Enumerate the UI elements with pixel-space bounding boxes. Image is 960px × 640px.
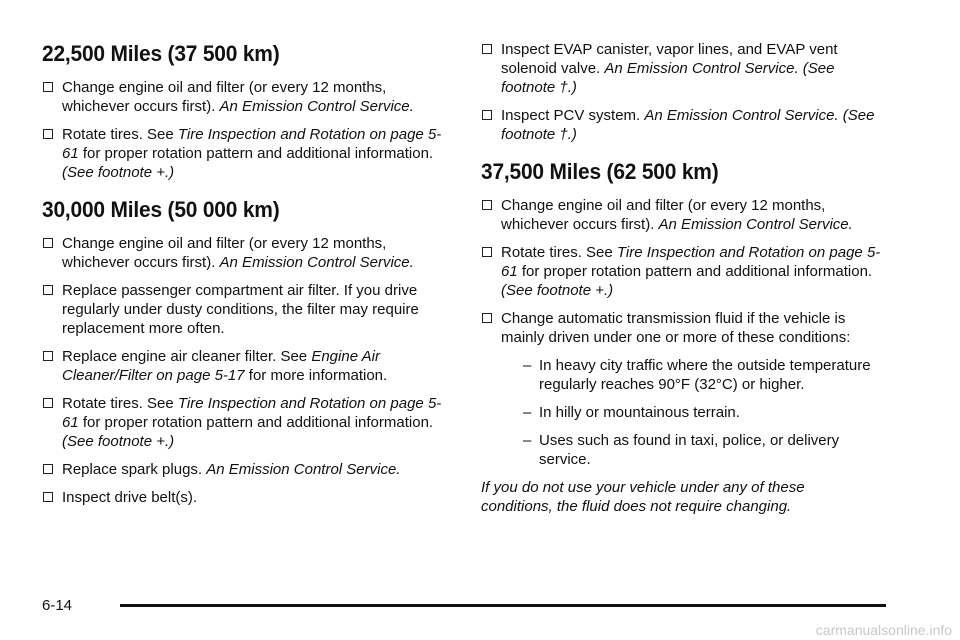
- list-item: Inspect EVAP canister, vapor lines, and EVAP vent solenoid valve. An Emission Control Service. (See footnote †.): [481, 40, 881, 97]
- condition-item: – In heavy city traffic where the outside temperature regularly reaches 90°F (32°C) or higher.: [523, 357, 871, 393]
- condition-item: – Uses such as found in taxi, police, or delivery service.: [523, 432, 840, 468]
- checkbox-icon: [482, 247, 492, 257]
- page-number: 6-14: [42, 597, 73, 614]
- list-item: Replace engine air cleaner filter. See Engine Air Cleaner/Filter on page 5-17 for more information.: [42, 347, 442, 385]
- section-title-30000: 30,000 Miles (50 000 km): [42, 197, 280, 222]
- checkbox-icon: [43, 351, 53, 361]
- service-reference: An Emission Control Service.: [219, 254, 414, 271]
- condition-item: – In hilly or mountainous terrain.: [523, 404, 740, 421]
- checkbox-icon: [43, 285, 53, 295]
- dash-bullet: –: [523, 357, 532, 374]
- checkbox-icon: [43, 129, 53, 139]
- checkbox-icon: [43, 492, 53, 502]
- service-reference: An Emission Control Service.: [206, 461, 401, 478]
- dash-bullet: –: [523, 404, 532, 421]
- checkbox-icon: [482, 313, 492, 323]
- closing-note: If you do not use your vehicle under any of these conditions, the fluid does not require changing.: [481, 479, 805, 515]
- service-reference: An Emission Control Service.: [658, 216, 853, 233]
- service-reference: An Emission Control Service. (See footnote †.): [501, 107, 875, 143]
- checkbox-icon: [482, 44, 492, 54]
- list-item: Change automatic transmission fluid if the vehicle is mainly driven under one or more of these conditions:: [481, 309, 881, 347]
- footnote-reference: (See footnote +.): [501, 282, 614, 299]
- service-reference: An Emission Control Service. (See footnote †.): [501, 60, 835, 96]
- page-reference-link[interactable]: Tire Inspection and Rotation on page 5-61: [501, 244, 881, 280]
- checkbox-icon: [43, 82, 53, 92]
- list-item: Rotate tires. See Tire Inspection and Rotation on page 5-61 for proper rotation pattern and additional information. (See footnote +.): [42, 125, 442, 182]
- list-item: Rotate tires. See Tire Inspection and Rotation on page 5-61 for proper rotation pattern and additional information. (See footnote +.): [481, 243, 881, 300]
- list-item: Inspect drive belt(s).: [42, 488, 442, 507]
- page-reference-link[interactable]: Tire Inspection and Rotation on page 5-61: [62, 395, 442, 431]
- checkbox-icon: [482, 110, 492, 120]
- service-reference: An Emission Control Service.: [219, 98, 414, 115]
- list-item: Change engine oil and filter (or every 12 months, whichever occurs first). An Emission Control Service.: [481, 196, 881, 234]
- list-item: Inspect PCV system. An Emission Control Service. (See footnote †.): [481, 106, 881, 144]
- list-item: Change engine oil and filter (or every 12 months, whichever occurs first). An Emission Control Service.: [42, 234, 442, 272]
- list-item: Replace spark plugs. An Emission Control Service.: [42, 460, 442, 479]
- page-reference-link[interactable]: Tire Inspection and Rotation on page 5-61: [62, 126, 442, 162]
- checkbox-icon: [43, 398, 53, 408]
- list-item: Replace passenger compartment air filter. If you drive regularly under dusty conditions, the filter may require replacement more often.: [42, 281, 442, 338]
- checkbox-icon: [43, 464, 53, 474]
- section-title-22500: 22,500 Miles (37 500 km): [42, 41, 280, 66]
- footer-divider: [120, 604, 886, 607]
- left-column: [42, 40, 442, 516]
- checkbox-icon: [43, 238, 53, 248]
- section-title-37500: 37,500 Miles (62 500 km): [481, 159, 719, 184]
- dash-bullet: –: [523, 432, 532, 449]
- list-item: Change engine oil and filter (or every 12 months, whichever occurs first). An Emission Control Service.: [42, 78, 442, 116]
- footnote-reference: (See footnote +.): [62, 164, 175, 181]
- right-column: [481, 40, 881, 516]
- footnote-reference: (See footnote +.): [62, 433, 175, 450]
- watermark: carmanualsonline.info: [815, 622, 952, 638]
- page-reference-link[interactable]: Engine Air Cleaner/Filter on page 5-17: [62, 348, 380, 384]
- list-item: Rotate tires. See Tire Inspection and Rotation on page 5-61 for proper rotation pattern and additional information. (See footnote +.): [42, 394, 442, 451]
- checkbox-icon: [482, 200, 492, 210]
